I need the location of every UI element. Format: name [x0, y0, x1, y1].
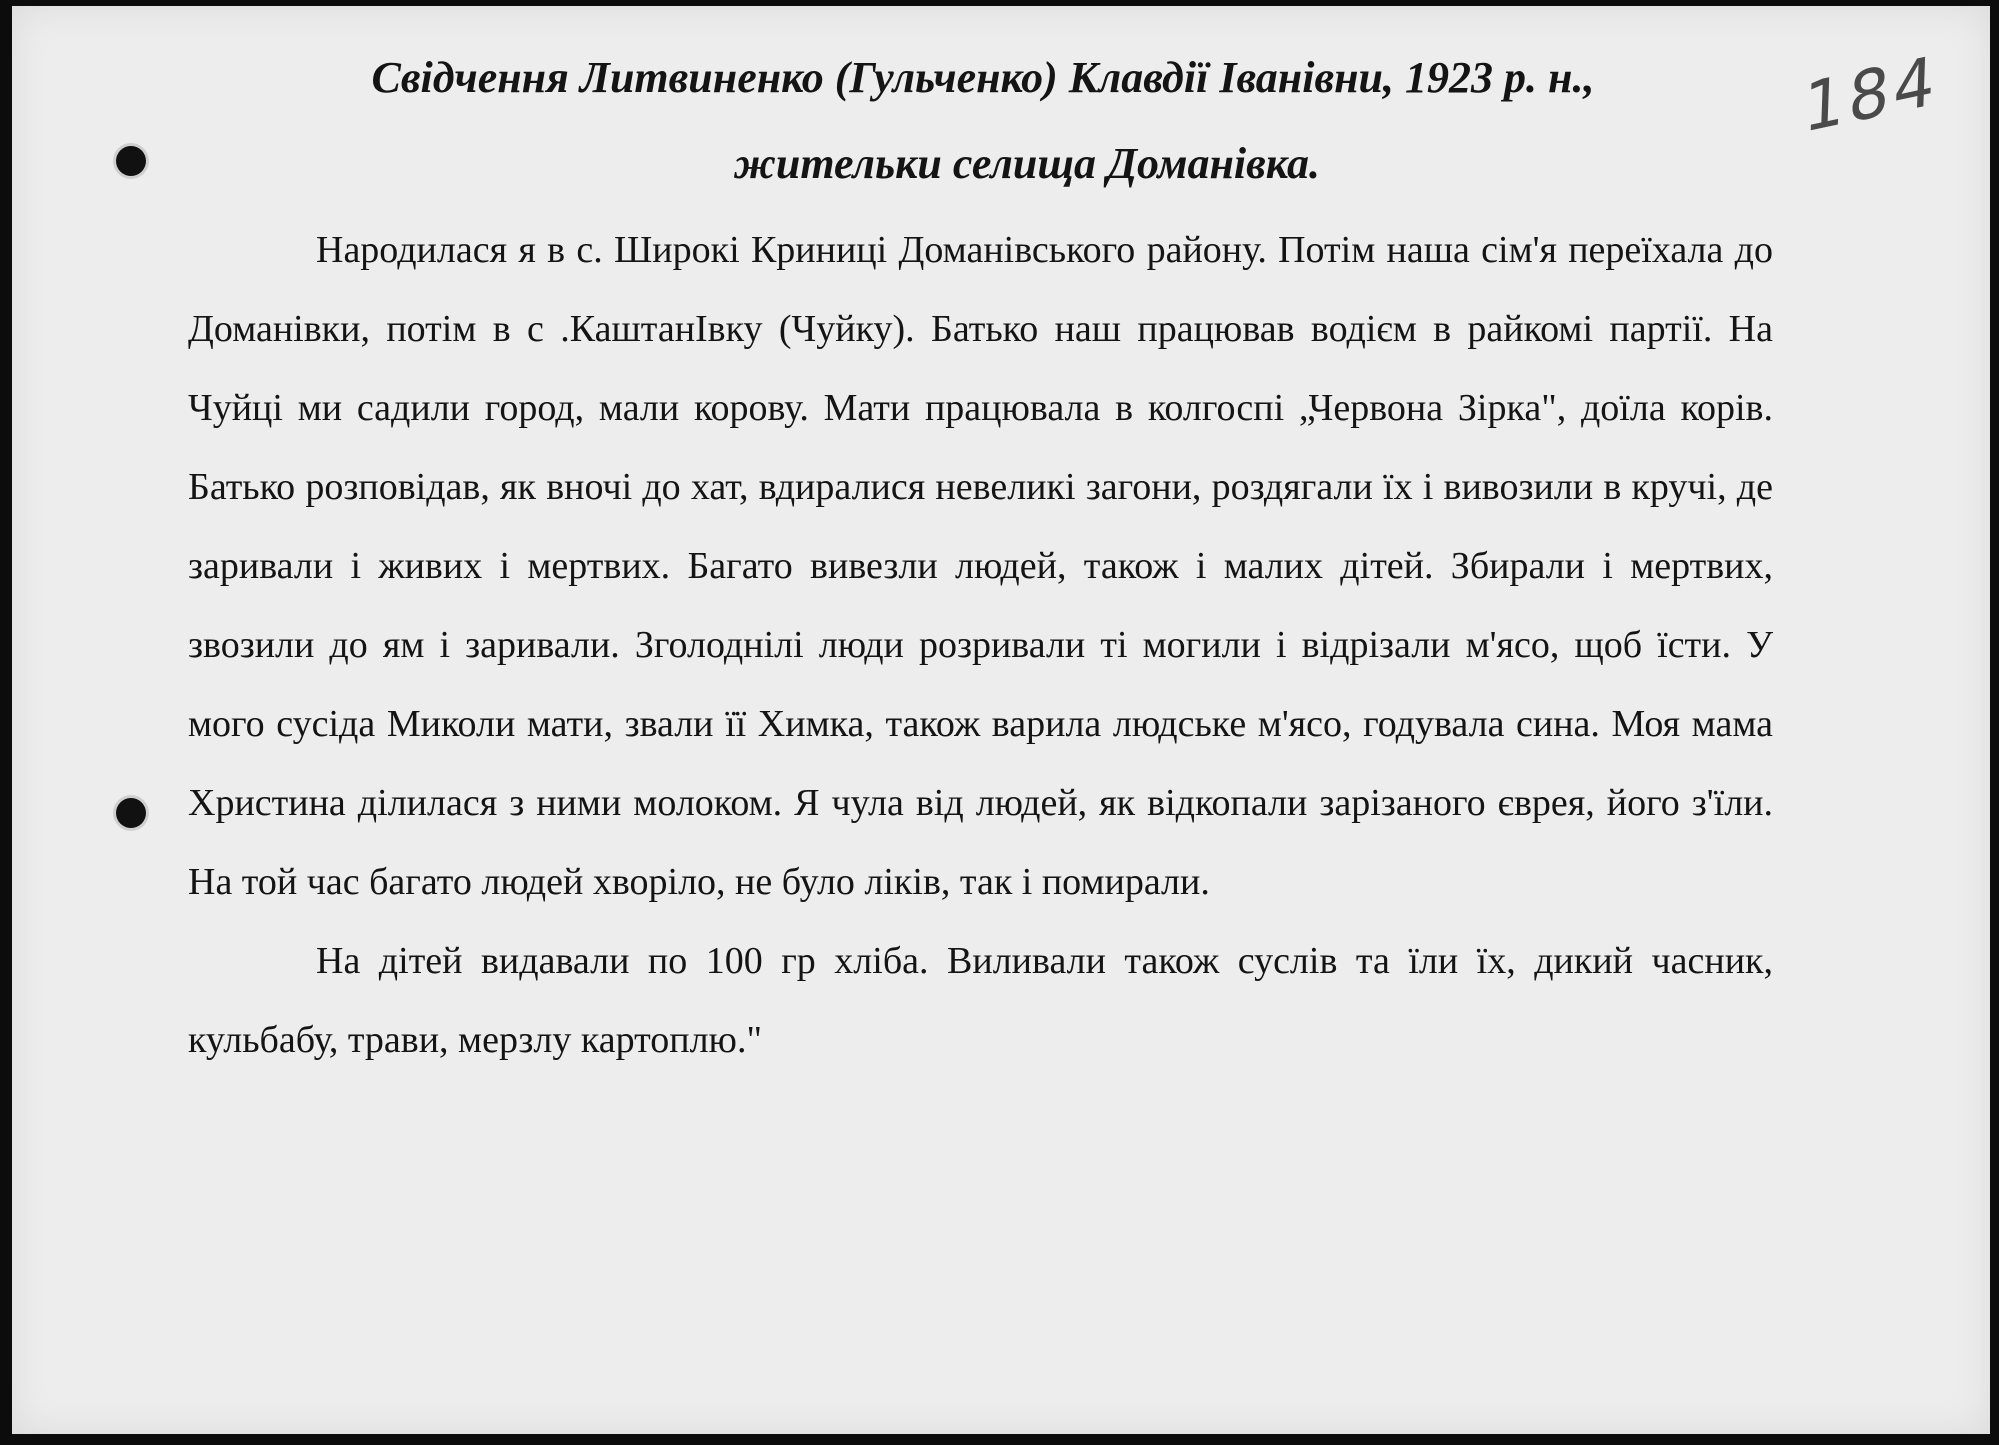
punch-hole-bottom [116, 798, 146, 828]
testimony-paragraph-2: На дітей видавали по 100 гр хліба. Виливали також суслів та їли їх, дикий часник, кульбабу, трави, мерзлу картоплю." [188, 940, 1773, 1061]
testimony-paragraph-1: Народилася я в с. Широкі Криниці Доманівського району. Потім наша сім'я переїхала до Доманівки, потім в с .КаштанІвку (Чуйку). Батько наш працював водієм в райкомі партії. На Чуйці ми садили город, мали корову. Мати працювала в колгоспі „Червона Зірка", доїла корів. Батько розповідав, як вночі до хат, вдиралися невеликі загони, роздягали їх і вивозили в кручі, де заривали і живих і мертвих. Багато вивезли людей, також і малих дітей. Збирали і мертвих, звозили до ям і заривали. Зголоднілі люди розривали ті могили і відрізали м'ясо, щоб їсти. У мого сусіда Миколи мати, звали її Химка, також варила людське м'ясо, годувала сина. Моя мама Христина ділилася з ними молоком. Я чула від людей, як відкопали зарізаного єврея, його з'їли. На той час багато людей хворіло, не було ліків, так і помирали. [188, 229, 1773, 903]
document-title-line-2: жительки селища Доманівка. [733, 139, 1321, 188]
document-page [12, 6, 1990, 1434]
handwritten-page-number: 184 [1802, 40, 1940, 149]
document-title-line-1: Свідчення Литвиненко (Гульченко) Клавдії Іванівни, 1923 р. н., [371, 53, 1595, 102]
testimony-body [188, 211, 1773, 1080]
